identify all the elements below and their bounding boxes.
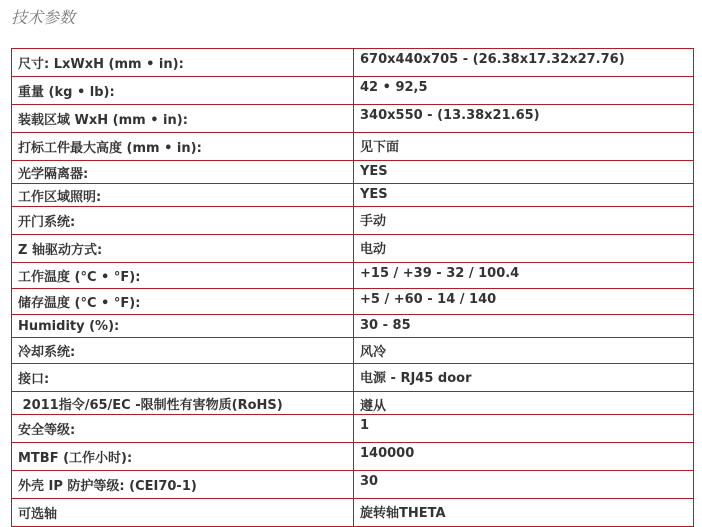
spec-label: 外壳 IP 防护等级: (CEI70-1): [12, 471, 354, 499]
table-row: [12, 161, 694, 184]
table-row: [12, 207, 694, 235]
spec-label: 光学隔离器:: [12, 161, 354, 184]
spec-label: 工作区域照明:: [12, 184, 354, 207]
table-row: [12, 105, 694, 133]
spec-value: +5 / +60 - 14 / 140: [354, 289, 694, 315]
table-row: [12, 49, 694, 77]
spec-label: 储存温度 (°C • °F):: [12, 289, 354, 315]
table-row: [12, 235, 694, 263]
spec-label: 开门系统:: [12, 207, 354, 235]
spec-label: 接口:: [12, 364, 354, 392]
spec-value: 电动: [354, 235, 694, 263]
spec-label: Humidity (%):: [12, 315, 354, 338]
table-row: [12, 263, 694, 289]
table-row: [12, 499, 694, 527]
table-row: [12, 338, 694, 364]
spec-label: 可选轴: [12, 499, 354, 527]
spec-value: 30 - 85: [354, 315, 694, 338]
spec-value: 140000: [354, 443, 694, 471]
spec-value: +15 / +39 - 32 / 100.4: [354, 263, 694, 289]
spec-label: 安全等级:: [12, 415, 354, 443]
spec-label: 冷却系统:: [12, 338, 354, 364]
spec-label: 工作温度 (°C • °F):: [12, 263, 354, 289]
spec-value: YES: [354, 184, 694, 207]
spec-value: 遵从: [354, 392, 694, 415]
spec-label: 重量 (kg • lb):: [12, 77, 354, 105]
spec-value: 42 • 92,5: [354, 77, 694, 105]
spec-value: 电源 - RJ45 door: [354, 364, 694, 392]
spec-label: 装载区域 WxH (mm • in):: [12, 105, 354, 133]
spec-value: 手动: [354, 207, 694, 235]
table-row: [12, 315, 694, 338]
spec-value: 旋转轴THETA: [354, 499, 694, 527]
table-row: [12, 364, 694, 392]
spec-table: [11, 48, 694, 527]
table-row: [12, 443, 694, 471]
spec-label: 打标工件最大高度 (mm • in):: [12, 133, 354, 161]
table-row: [12, 471, 694, 499]
spec-value: 670x440x705 - (26.38x17.32x27.76): [354, 49, 694, 77]
section-title: 技术参数: [11, 8, 76, 27]
table-row: [12, 415, 694, 443]
spec-value: 30: [354, 471, 694, 499]
spec-label: Z 轴驱动方式:: [12, 235, 354, 263]
spec-value: 见下面: [354, 133, 694, 161]
spec-value: 风冷: [354, 338, 694, 364]
spec-value: 1: [354, 415, 694, 443]
table-row: [12, 392, 694, 415]
spec-value: YES: [354, 161, 694, 184]
spec-label: 尺寸: LxWxH (mm • in):: [12, 49, 354, 77]
table-row: [12, 289, 694, 315]
spec-label: 2011指令/65/EC -限制性有害物质(RoHS): [12, 392, 354, 415]
spec-label: MTBF (工作小时):: [12, 443, 354, 471]
table-row: [12, 184, 694, 207]
table-row: [12, 133, 694, 161]
spec-value: 340x550 - (13.38x21.65): [354, 105, 694, 133]
table-row: [12, 77, 694, 105]
